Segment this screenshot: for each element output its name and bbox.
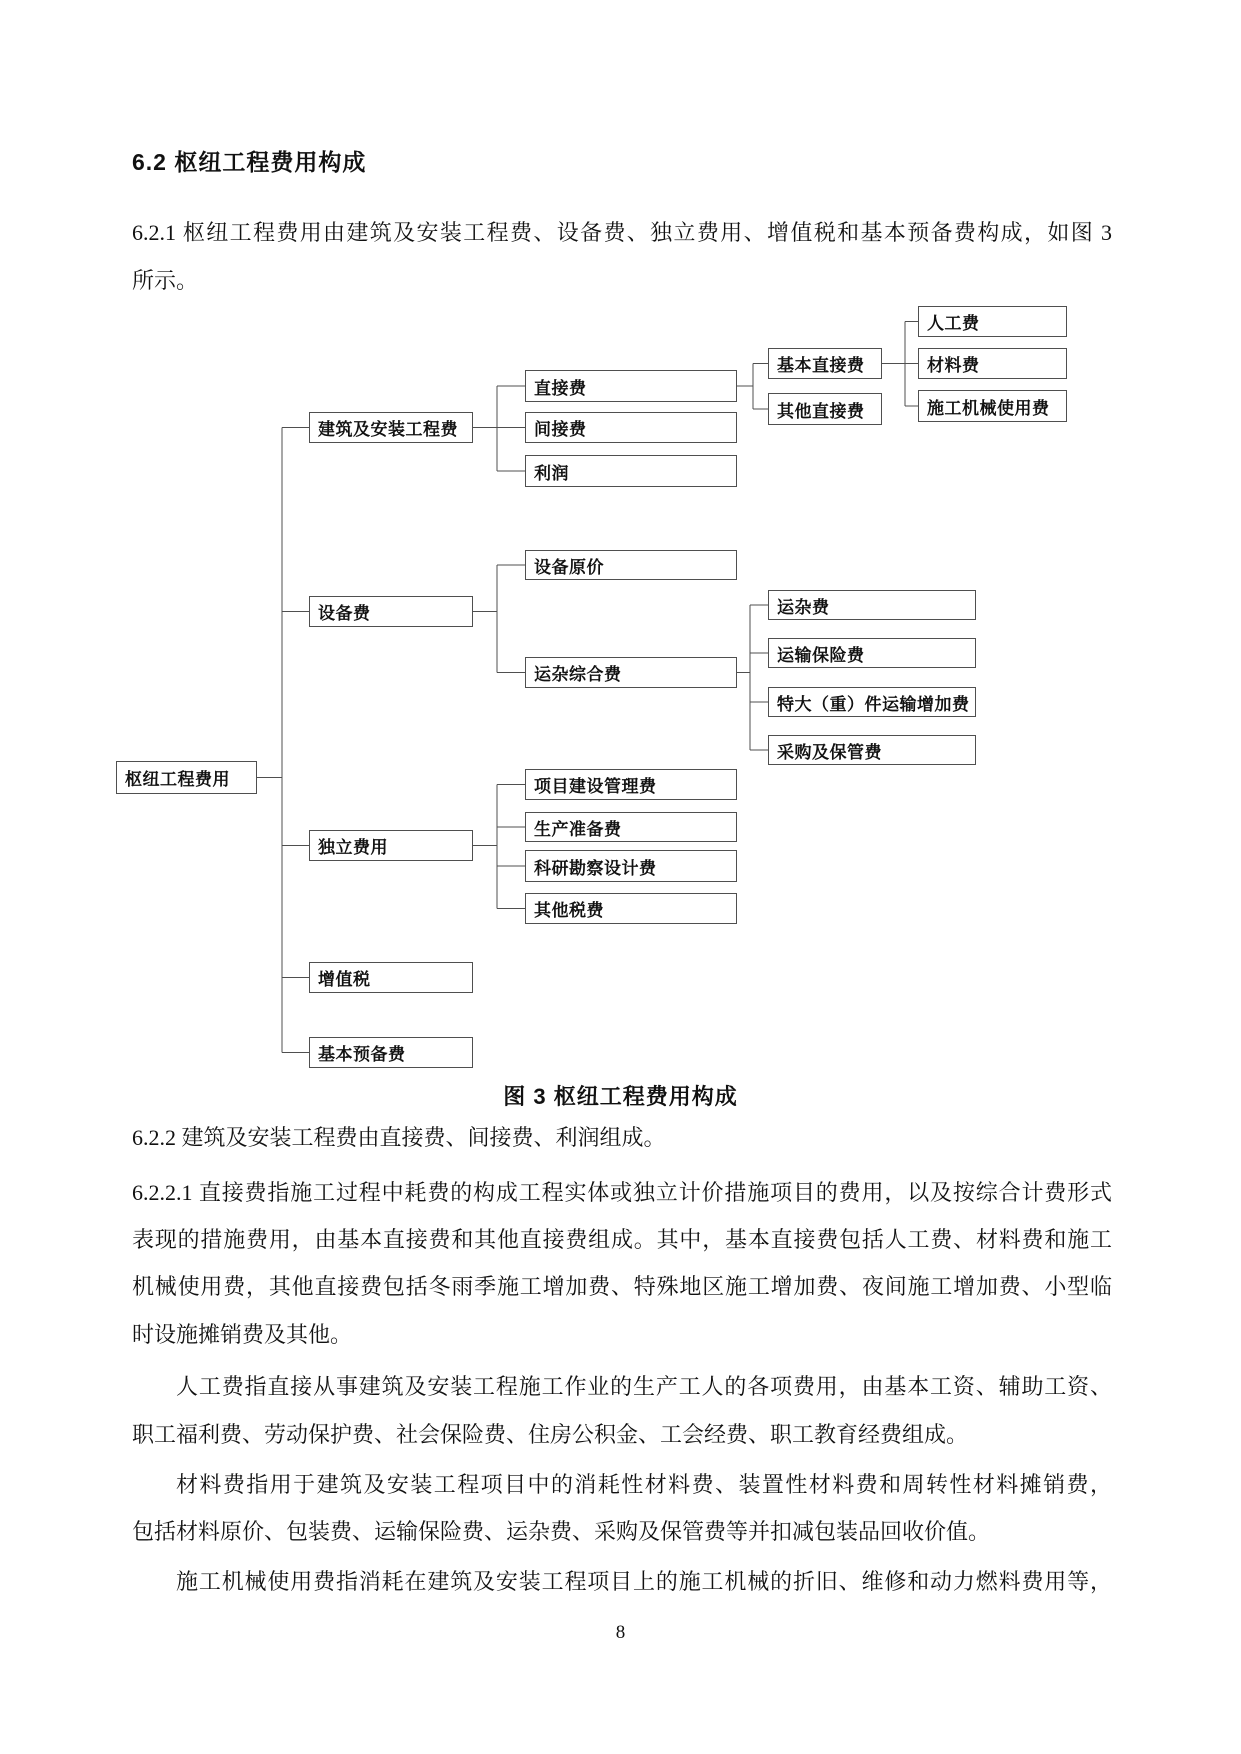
node-vat: 增值税	[309, 962, 473, 993]
node-basic-direct-cost: 基本直接费	[768, 348, 882, 379]
paragraph-material-line2: 包括材料原价、包装费、运输保险费、运杂费、采购及保管费等并扣减包装品回收价值。	[132, 1519, 991, 1544]
node-freight-comprehensive-cost: 运杂综合费	[525, 657, 737, 688]
paragraph-labor-line1: 人工费指直接从事建筑及安装工程施工作业的生产工人的各项费用，由基本工资、辅助工资、	[176, 1374, 1112, 1399]
node-procurement-storage-cost: 采购及保管费	[768, 735, 976, 765]
node-profit: 利润	[525, 455, 737, 487]
node-construction-installation-cost: 建筑及安装工程费	[309, 412, 473, 443]
node-oversize-transport-surcharge: 特大（重）件运输增加费	[768, 687, 976, 717]
node-equipment-cost: 设备费	[309, 596, 473, 627]
node-other-direct-cost: 其他直接费	[768, 393, 882, 425]
paragraph-621-line2: 所示。	[132, 268, 199, 293]
node-production-preparation-cost: 生产准备费	[525, 812, 737, 842]
node-other-taxes: 其他税费	[525, 893, 737, 924]
node-machinery-use-cost: 施工机械使用费	[918, 390, 1067, 422]
node-direct-cost: 直接费	[525, 370, 737, 402]
node-freight-misc-cost: 运杂费	[768, 590, 976, 620]
node-basic-reserve-cost: 基本预备费	[309, 1037, 473, 1068]
node-material-cost: 材料费	[918, 348, 1067, 379]
node-equipment-original-price: 设备原价	[525, 550, 737, 580]
paragraph-6221-line3: 机械使用费，其他直接费包括冬雨季施工增加费、特殊地区施工增加费、夜间施工增加费、小型临	[132, 1274, 1112, 1299]
node-labor-cost: 人工费	[918, 306, 1067, 337]
page-number: 8	[615, 1622, 626, 1643]
paragraph-6221-line2: 表现的措施费用，由基本直接费和其他直接费组成。其中，基本直接费包括人工费、材料费和施工	[132, 1227, 1112, 1252]
node-research-survey-design-cost: 科研勘察设计费	[525, 850, 737, 882]
node-independent-cost: 独立费用	[309, 830, 473, 861]
paragraph-labor-line2: 职工福利费、劳动保护费、社会保险费、住房公积金、工会经费、职工教育经费组成。	[132, 1422, 969, 1447]
figure-3-caption: 图 3 枢纽工程费用构成	[503, 1084, 738, 1109]
paragraph-622: 6.2.2 建筑及安装工程费由直接费、间接费、利润组成。	[132, 1125, 666, 1150]
node-indirect-cost: 间接费	[525, 412, 737, 443]
section-heading-text: 6.2 枢纽工程费用构成	[132, 149, 367, 175]
paragraph-6221-line1: 6.2.2.1 直接费指施工过程中耗费的构成工程实体或独立计价措施项目的费用，以及按综合计费形式	[132, 1180, 1112, 1205]
paragraph-621-line1: 6.2.1 枢纽工程费用由建筑及安装工程费、设备费、独立费用、增值税和基本预备费构成，如图 3	[132, 220, 1112, 245]
node-transport-insurance-cost: 运输保险费	[768, 638, 976, 668]
node-project-management-cost: 项目建设管理费	[525, 769, 737, 800]
paragraph-6221-line4: 时设施摊销费及其他。	[132, 1322, 353, 1347]
paragraph-machinery-line1: 施工机械使用费指消耗在建筑及安装工程项目上的施工机械的折旧、维修和动力燃料费用等，	[176, 1569, 1112, 1594]
node-root-hub-project-cost: 枢纽工程费用	[116, 761, 257, 794]
paragraph-material-line1: 材料费指用于建筑及安装工程项目中的消耗性材料费、装置性材料费和周转性材料摊销费，	[176, 1472, 1112, 1497]
